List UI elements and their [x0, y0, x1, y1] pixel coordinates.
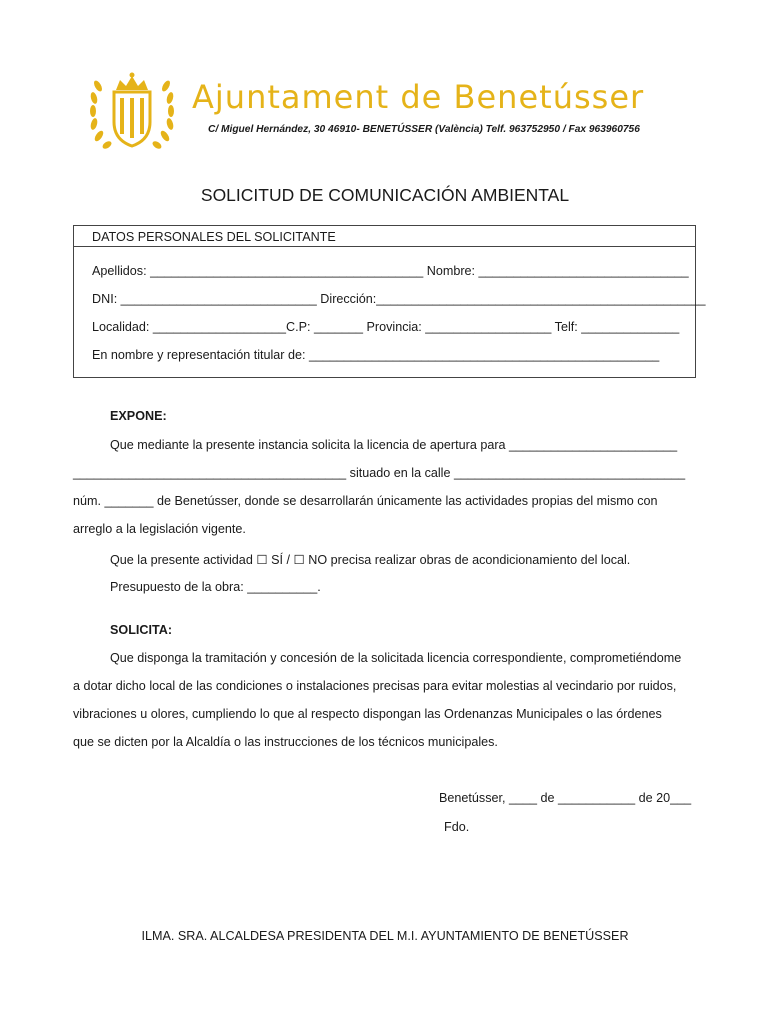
expone-text: arreglo a la legislación vigente. [73, 522, 246, 536]
solicita-text: Que disponga la tramitación y concesión de la solicitada licencia correspondiente, comprometiéndome [110, 651, 682, 665]
organization-name: Ajuntament de Benetússer [192, 78, 645, 116]
street-number-field[interactable]: núm. _______ de Benetússer, donde se desarrollarán únicamente las actividades propias del mismo con [73, 494, 658, 508]
box-header-divider [74, 246, 695, 247]
organization-address: C/ Miguel Hernández, 30 46910- BENETÚSSER (València) Telf. 963752950 / Fax 963960756 [208, 124, 640, 135]
solicita-text: vibraciones u olores, cumpliendo lo que al respecto dispongan las Ordenanzas Municipales o las órdenes [73, 707, 662, 721]
municipal-crest-laurel-icon [84, 70, 180, 152]
solicita-text: a dotar dicho local de las condiciones o instalaciones precisas para evitar molestias al vecindario por ruidos, [73, 679, 677, 693]
locality-postcode-province-phone-field[interactable]: Localidad: ___________________C.P: _______ Provincia: __________________ Telf: ______________ [92, 320, 680, 334]
representation-field[interactable]: En nombre y representación titular de: __________________________________________________ [92, 348, 660, 362]
surname-name-field[interactable]: Apellidos: _______________________________________ Nombre: ______________________________ [92, 264, 689, 278]
solicita-text: que se dicten por la Alcaldía o las instrucciones de los técnicos municipales. [73, 735, 498, 749]
works-yes-no-checkboxes[interactable]: Que la presente actividad ☐ SÍ / ☐ NO precisa realizar obras de acondicionamiento del local. [110, 553, 631, 567]
activity-street-field[interactable]: _______________________________________ situado en la calle _________________________________ [73, 466, 686, 480]
expone-heading: EXPONE: [110, 409, 167, 423]
personal-data-header: DATOS PERSONALES DEL SOLICITANTE [92, 230, 336, 244]
works-budget-field[interactable]: Presupuesto de la obra: __________. [110, 580, 321, 594]
activity-license-field[interactable]: Que mediante la presente instancia solicita la licencia de apertura para ________________________ [110, 438, 678, 452]
solicita-heading: SOLICITA: [110, 623, 173, 637]
signature-label: Fdo. [444, 820, 470, 834]
dni-address-field[interactable]: DNI: ____________________________ Dirección:_______________________________________________ [92, 292, 706, 306]
signature-date-field[interactable]: Benetússer, ____ de ___________ de 20___ [439, 791, 692, 805]
document-title: SOLICITUD DE COMUNICACIÓN AMBIENTAL [200, 185, 570, 205]
addressee-footer: ILMA. SRA. ALCALDESA PRESIDENTA DEL M.I. AYUNTAMIENTO DE BENETÚSSER [141, 929, 629, 943]
